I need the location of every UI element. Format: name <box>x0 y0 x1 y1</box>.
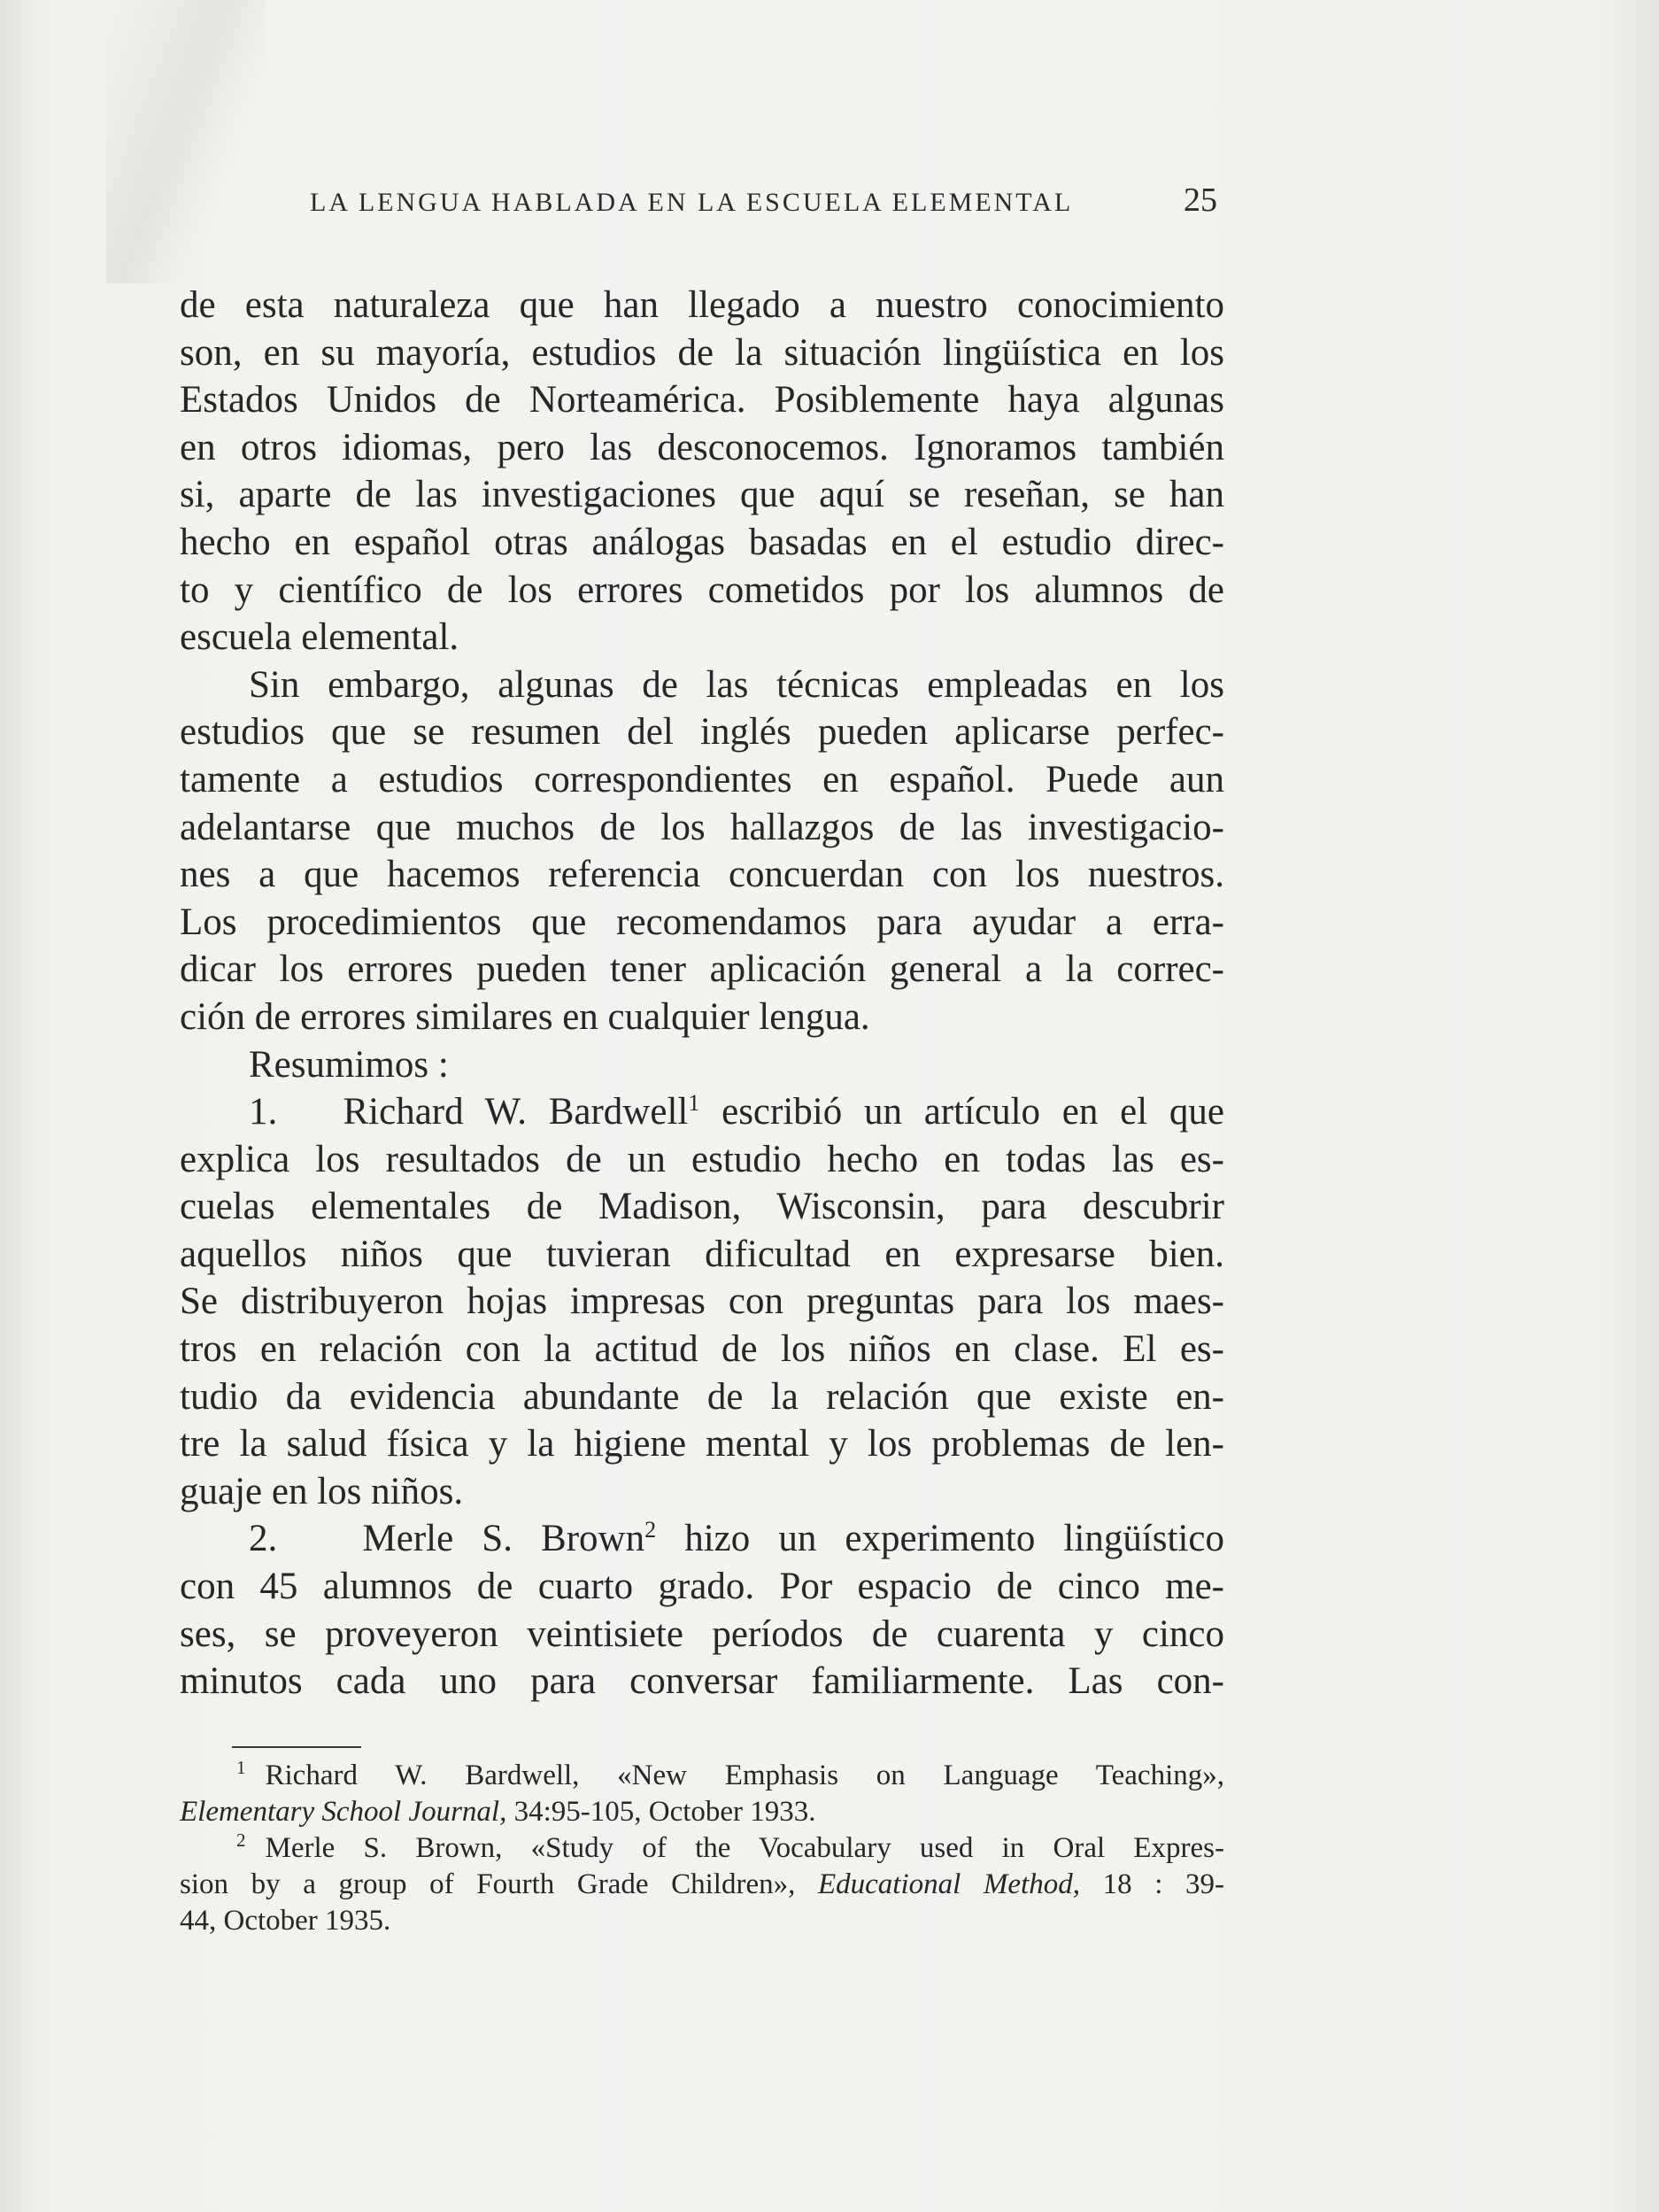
text-line: escuela elemental. <box>180 616 459 659</box>
text-line: estudios que se resumen del inglés pueden aplicarse perfec- <box>180 711 1224 754</box>
text-line: ses, se proveyeron veintisiete períodos de cuarenta y cinco <box>180 1613 1224 1655</box>
body-text <box>180 282 1224 1705</box>
footnote-ref: 2 <box>644 1517 657 1543</box>
author-name: Merle S. Brown <box>362 1518 645 1560</box>
text-line: Estados Unidos de Norteamérica. Posiblemente haya algunas <box>180 379 1224 422</box>
footnote-rule <box>232 1746 361 1748</box>
text-line: aquellos niños que tuvieran dificultad en expresarse bien. <box>180 1233 1224 1275</box>
footnotes <box>180 1758 1224 1939</box>
text-line: cuelas elementales de Madison, Wisconsin, para descubrir <box>180 1186 1224 1228</box>
running-title: LA LENGUA HABLADA EN LA ESCUELA ELEMENTAL <box>310 188 1074 217</box>
list-item-1-first-line <box>180 1088 1224 1136</box>
text-line: Se distribuyeron hojas impresas con preguntas para los maes- <box>180 1280 1224 1323</box>
journal-title: Elementary School Journal, <box>180 1796 507 1828</box>
text-fragment: hizo un experimento lingüístico <box>656 1518 1224 1560</box>
text-line: son, en su mayoría, estudios de la situación lingüística en los <box>180 331 1224 374</box>
text-line: adelantarse que muchos de los hallazgos de las investigacio- <box>180 806 1224 848</box>
text-line: guaje en los niños. <box>180 1470 464 1512</box>
footnote-ref: 1 <box>688 1090 700 1117</box>
text-line: en otros idiomas, pero las desconocemos. Ignoramos también <box>180 426 1224 468</box>
author-name: Richard W. Bardwell <box>343 1091 689 1133</box>
page-number: 25 <box>1184 182 1217 219</box>
text-line: to y científico de los errores cometidos por los alumnos de <box>180 568 1224 611</box>
text-line: explica los resultados de un estudio hecho en todas las es- <box>180 1138 1224 1180</box>
text-line: tre la salud física y la higiene mental y los problemas de len- <box>180 1423 1224 1466</box>
footnote-2-line <box>180 1830 1224 1867</box>
footnote-2-line: 44, October 1935. <box>180 1905 391 1937</box>
journal-title: Educational Method, <box>817 1868 1080 1900</box>
text-fragment: escribió un artículo en el que <box>699 1091 1225 1133</box>
footnote-2-line <box>180 1867 1224 1903</box>
resumimos-line: Resumimos : <box>249 1043 449 1086</box>
text-line: nes a que hacemos referencia concuerdan con los nuestros. <box>180 854 1224 896</box>
footnote-1-line <box>180 1794 1224 1830</box>
list-number: 2. <box>249 1518 278 1560</box>
footnote-text: 18 : 39- <box>1079 1868 1224 1900</box>
footnote-mark: 2 <box>236 1829 246 1851</box>
running-head <box>310 182 1217 232</box>
text-line: con 45 alumnos de cuarto grado. Por espacio de cinco me- <box>180 1566 1224 1608</box>
footnote-mark: 1 <box>236 1757 246 1778</box>
list-number: 1. <box>249 1091 278 1133</box>
text-line: ción de errores similares en cualquier lengua. <box>180 995 870 1038</box>
text-line: Sin embargo, algunas de las técnicas empleadas en los <box>249 663 1224 706</box>
text-line: dicar los errores pueden tener aplicación general a la correc- <box>180 948 1224 991</box>
list-item-2-first-line <box>180 1515 1224 1563</box>
footnote-text: sion by a group of Fourth Grade Children», <box>180 1868 818 1900</box>
text-line: tros en relación con la actitud de los niños en clase. El es- <box>180 1328 1224 1371</box>
text-line: Los procedimientos que recomendamos para ayudar a erra- <box>180 901 1224 943</box>
text-line: tamente a estudios correspondientes en español. Puede aun <box>180 758 1224 800</box>
text-line: hecho en español otras análogas basadas en el estudio direc- <box>180 521 1224 563</box>
text-line: tudio da evidencia abundante de la relación que existe en- <box>180 1375 1224 1418</box>
text-line: minutos cada uno para conversar familiarmente. Las con- <box>180 1660 1224 1703</box>
text-line: si, aparte de las investigaciones que aquí se reseñan, se han <box>180 474 1224 516</box>
footnote-text: 34:95-105, October 1933. <box>506 1796 816 1828</box>
footnote-text: Merle S. Brown, «Study of the Vocabulary used in Oral Expres- <box>265 1832 1224 1864</box>
text-line: de esta naturaleza que han llegado a nuestro conocimiento <box>180 284 1224 326</box>
footnote-1-line <box>180 1758 1224 1794</box>
footnote-text: Richard W. Bardwell, «New Emphasis on Language Teaching», <box>265 1760 1224 1791</box>
paper-fold-shadow <box>106 0 266 283</box>
